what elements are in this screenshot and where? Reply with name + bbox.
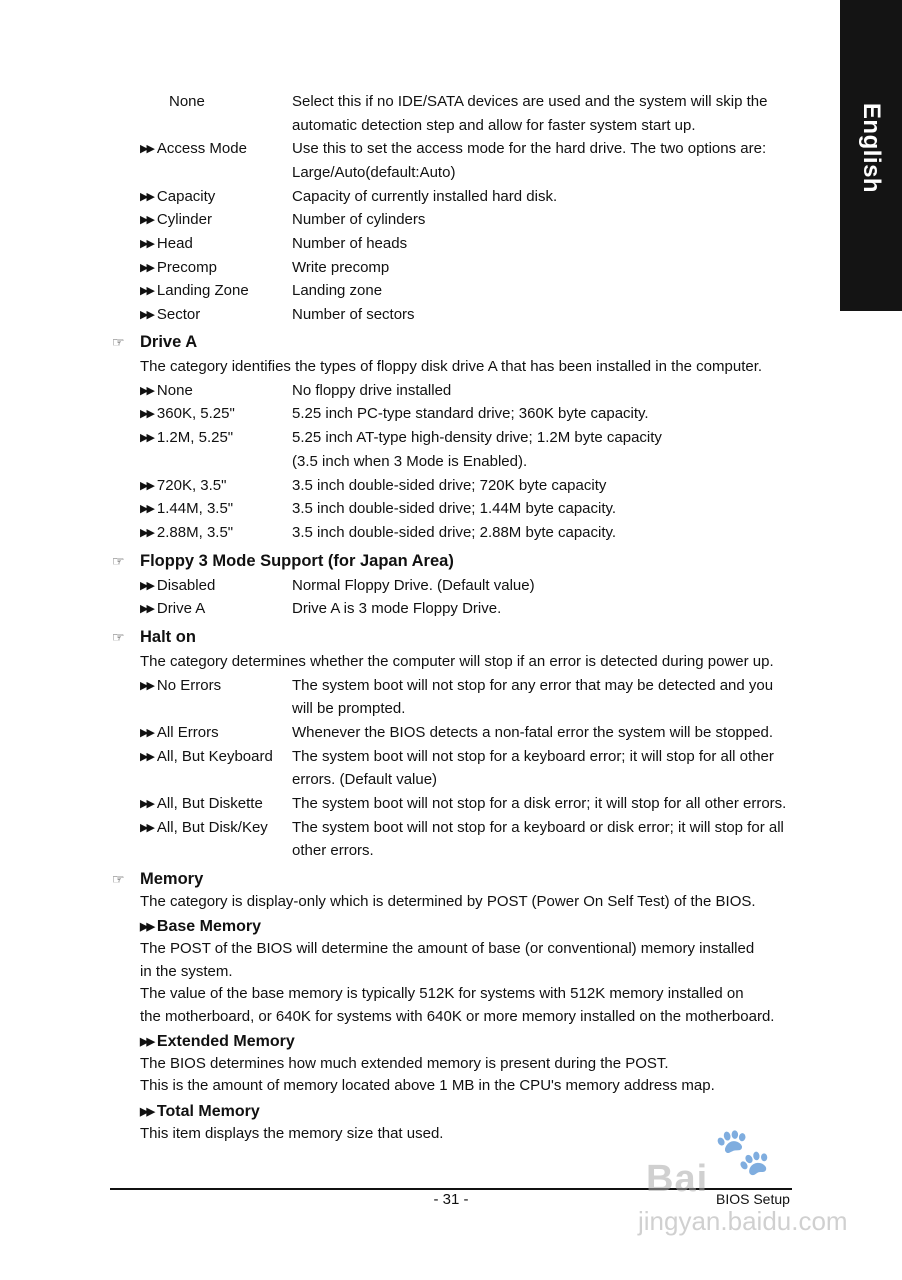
- paragraph-line: This item displays the memory size that used.: [140, 1125, 444, 1142]
- section-intro: The category identifies the types of floppy disk drive A that has been installed in the computer.: [140, 358, 763, 375]
- item-desc: Landing zone: [292, 282, 383, 299]
- double-right-arrow-icon: ▶▶: [140, 603, 153, 615]
- watermark-text: Bai: [646, 1158, 709, 1200]
- double-right-arrow-icon: ▶▶: [140, 191, 153, 203]
- item-desc: 3.5 inch double-sided drive; 720K byte capacity: [292, 477, 607, 494]
- double-right-arrow-icon: ▶▶: [140, 751, 153, 763]
- section-title: Memory: [140, 870, 204, 888]
- item-desc: Number of heads: [292, 235, 408, 252]
- double-right-arrow-icon: ▶▶: [140, 408, 153, 420]
- item-term: Access Mode: [156, 140, 247, 157]
- section-title: Halt on: [140, 628, 196, 646]
- item-term-wrap: [140, 792, 292, 818]
- double-right-arrow-icon: ▶▶: [140, 432, 153, 444]
- item-term: No Errors: [156, 677, 222, 694]
- item-term: Cylinder: [156, 211, 212, 228]
- subheading-title: Extended Memory: [156, 1033, 295, 1050]
- item-desc-cont: (3.5 inch when 3 Mode is Enabled).: [292, 453, 528, 470]
- item-desc: Number of sectors: [292, 306, 415, 323]
- item-term-wrap: [140, 379, 292, 405]
- item-term-wrap: [140, 497, 292, 523]
- paragraph-line: This is the amount of memory located above 1 MB in the CPU's memory address map.: [140, 1077, 715, 1094]
- item-term-wrap: [140, 232, 292, 258]
- item-term: All, But Diskette: [156, 795, 263, 812]
- section-heading-halt-on: [112, 626, 196, 650]
- item-term-wrap: [140, 426, 292, 452]
- item-desc-cont: will be prompted.: [292, 700, 406, 717]
- paragraph-line: The BIOS determines how much extended memory is present during the POST.: [140, 1055, 669, 1072]
- item-desc-cont: errors. (Default value): [292, 771, 438, 788]
- item-term: None: [169, 93, 205, 110]
- item-desc: Capacity of currently installed hard disk.: [292, 188, 558, 205]
- paragraph-line: The value of the base memory is typically 512K for systems with 512K memory installed on: [140, 985, 744, 1002]
- section-intro: The category is display-only which is determined by POST (Power On Self Test) of the BIOS.: [140, 893, 756, 910]
- item-term-wrap: [140, 185, 292, 211]
- double-right-arrow-icon: ▶▶: [140, 1036, 153, 1048]
- paw-icon: 🐾: [714, 1125, 772, 1177]
- item-term: None: [156, 382, 193, 399]
- pointing-hand-icon: ☞: [112, 871, 125, 887]
- item-term: 1.44M, 3.5": [156, 500, 234, 517]
- double-right-arrow-icon: ▶▶: [140, 921, 153, 933]
- item-term-wrap: [140, 279, 292, 305]
- section-intro: The category determines whether the computer will stop if an error is detected during power up.: [140, 653, 774, 670]
- item-desc: Normal Floppy Drive. (Default value): [292, 577, 535, 594]
- item-desc-cont: Large/Auto(default:Auto): [292, 164, 456, 181]
- item-term-wrap: [140, 137, 292, 163]
- double-right-arrow-icon: ▶▶: [140, 822, 153, 834]
- item-term-wrap: [140, 402, 292, 428]
- double-right-arrow-icon: ▶▶: [140, 580, 153, 592]
- item-term: Sector: [156, 306, 201, 323]
- item-desc: 3.5 inch double-sided drive; 2.88M byte capacity.: [292, 524, 617, 541]
- item-term-wrap: [140, 303, 292, 329]
- double-right-arrow-icon: ▶▶: [140, 727, 153, 739]
- item-term: 1.2M, 5.25": [156, 429, 234, 446]
- subheading-title: Total Memory: [156, 1103, 260, 1120]
- double-right-arrow-icon: ▶▶: [140, 527, 153, 539]
- item-term: All, But Keyboard: [156, 748, 273, 765]
- item-desc: The system boot will not stop for a keyboard error; it will stop for all other: [292, 748, 774, 765]
- item-desc: Write precomp: [292, 259, 390, 276]
- item-desc: No floppy drive installed: [292, 382, 452, 399]
- item-term: 720K, 3.5": [156, 477, 227, 494]
- item-term: Capacity: [156, 188, 216, 205]
- pointing-hand-icon: ☞: [112, 334, 125, 350]
- section-heading-drive-a: [112, 331, 197, 355]
- pointing-hand-icon: ☞: [112, 553, 125, 569]
- item-term-wrap: [140, 721, 292, 747]
- double-right-arrow-icon: ▶▶: [140, 262, 153, 274]
- item-term: Disabled: [156, 577, 216, 594]
- item-term-wrap: [140, 208, 292, 234]
- item-term-wrap: [140, 674, 292, 700]
- item-term-wrap: [140, 816, 292, 842]
- double-right-arrow-icon: ▶▶: [140, 214, 153, 226]
- item-desc: 3.5 inch double-sided drive; 1.44M byte capacity.: [292, 500, 617, 517]
- footer-section-title: BIOS Setup: [716, 1191, 790, 1207]
- item-desc: The system boot will not stop for a disk error; it will stop for all other errors.: [292, 795, 787, 812]
- item-term: Precomp: [156, 259, 217, 276]
- language-side-tab: [840, 0, 902, 311]
- language-tab-label: English: [857, 102, 885, 194]
- item-term: All, But Disk/Key: [156, 819, 268, 836]
- double-right-arrow-icon: ▶▶: [140, 503, 153, 515]
- paragraph-line: in the system.: [140, 963, 233, 980]
- section-heading-memory: [112, 868, 203, 892]
- item-desc-cont: automatic detection step and allow for faster system start up.: [292, 117, 696, 134]
- paragraph-line: The POST of the BIOS will determine the amount of base (or conventional) memory installed: [140, 940, 755, 957]
- subheading-title: Base Memory: [156, 918, 261, 935]
- item-term-wrap: [140, 521, 292, 547]
- item-term-wrap: [140, 474, 292, 500]
- double-right-arrow-icon: ▶▶: [140, 385, 153, 397]
- double-right-arrow-icon: ▶▶: [140, 680, 153, 692]
- section-title: Drive A: [140, 333, 198, 351]
- double-right-arrow-icon: ▶▶: [140, 143, 153, 155]
- double-right-arrow-icon: ▶▶: [140, 238, 153, 250]
- item-term: 360K, 5.25": [156, 405, 235, 422]
- item-term-wrap: [140, 745, 292, 771]
- double-right-arrow-icon: ▶▶: [140, 1106, 153, 1118]
- item-desc: Select this if no IDE/SATA devices are used and the system will skip the: [292, 93, 768, 110]
- double-right-arrow-icon: ▶▶: [140, 798, 153, 810]
- item-desc: Whenever the BIOS detects a non-fatal error the system will be stopped.: [292, 724, 774, 741]
- item-term: Head: [156, 235, 193, 252]
- double-right-arrow-icon: ▶▶: [140, 480, 153, 492]
- item-desc: Drive A is 3 mode Floppy Drive.: [292, 600, 502, 617]
- section-title: Floppy 3 Mode Support (for Japan Area): [140, 552, 454, 570]
- section-heading-floppy3: [112, 550, 454, 574]
- item-desc: 5.25 inch AT-type high-density drive; 1.2M byte capacity: [292, 429, 662, 446]
- item-term: All Errors: [156, 724, 219, 741]
- watermark-url: jingyan.baidu.com: [638, 1206, 848, 1236]
- item-desc-cont: other errors.: [292, 842, 374, 859]
- double-right-arrow-icon: ▶▶: [140, 285, 153, 297]
- item-desc: Use this to set the access mode for the hard drive. The two options are:: [292, 140, 767, 157]
- item-term-wrap: [140, 597, 292, 623]
- item-desc: 5.25 inch PC-type standard drive; 360K byte capacity.: [292, 405, 649, 422]
- item-desc: The system boot will not stop for any error that may be detected and you: [292, 677, 774, 694]
- paragraph-line: the motherboard, or 640K for systems with 640K or more memory installed on the motherboard.: [140, 1008, 775, 1025]
- item-term: 2.88M, 3.5": [156, 524, 234, 541]
- item-term-wrap: [140, 256, 292, 282]
- item-term: Landing Zone: [156, 282, 249, 299]
- pointing-hand-icon: ☞: [112, 629, 125, 645]
- item-desc: Number of cylinders: [292, 211, 426, 228]
- page-number: - 31 -: [433, 1191, 469, 1208]
- item-desc: The system boot will not stop for a keyboard or disk error; it will stop for all: [292, 819, 784, 836]
- double-right-arrow-icon: ▶▶: [140, 309, 153, 321]
- item-term-wrap: [140, 574, 292, 600]
- item-term: Drive A: [156, 600, 206, 617]
